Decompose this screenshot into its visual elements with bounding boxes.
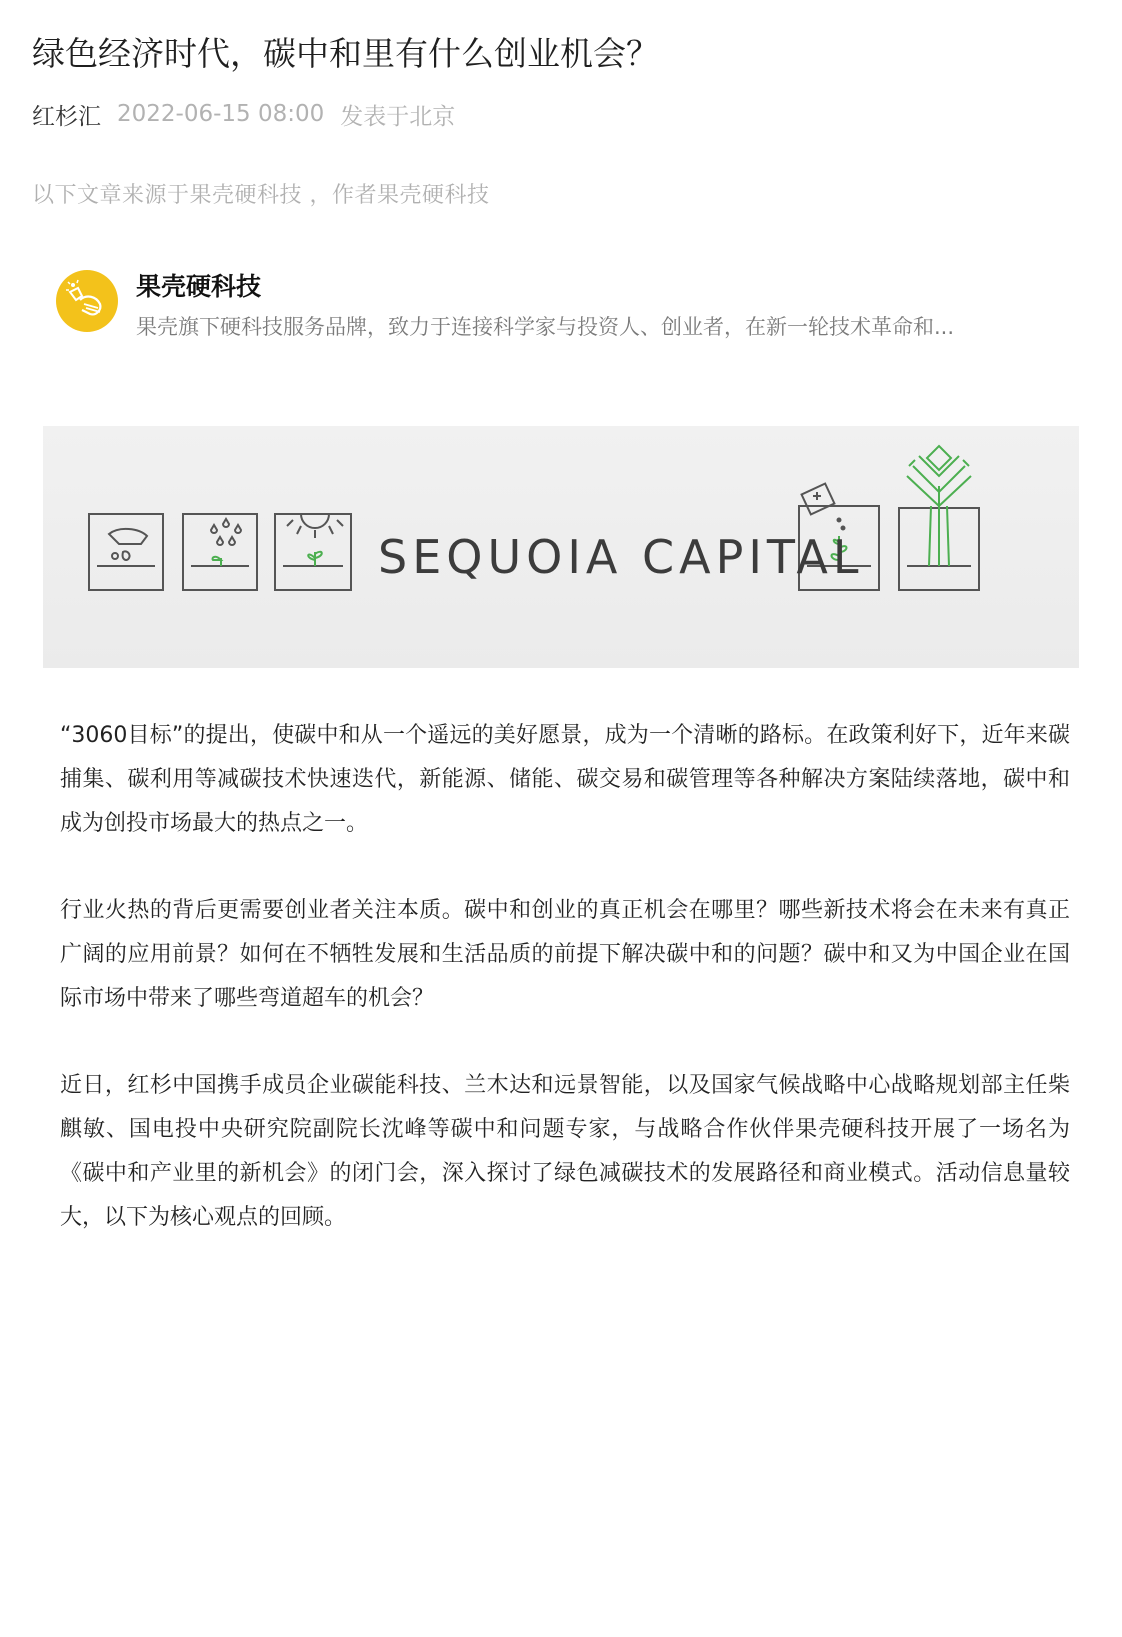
author-link[interactable]: 红杉汇	[32, 103, 101, 130]
publish-date: 2022-06-15 08:00	[117, 101, 325, 127]
seed-hand-icon	[89, 514, 163, 590]
rain-sprout-icon	[183, 514, 257, 590]
banner-brand-text: SEQUOIA CAPITAL	[378, 530, 864, 584]
article-paragraph: 近日，红杉中国携手成员企业碳能科技、兰木达和远景智能，以及国家气候战略中心战略规划部主任柴麒敏、国电投中央研究院副院长沈峰等碳中和问题专家，与战略合作伙伴果壳硬科技开展了一场名为《碳中和产业里的新机会》的闭门会，深入探讨了绿色减碳技术的发展路径和商业模式。活动信息量较大，以下为核心观点的回顾。	[60, 1073, 1070, 1230]
article-paragraph: 行业火热的背后更需要创业者关注本质。碳中和创业的真正机会在哪里？哪些新技术将会在未来有真正广阔的应用前景？如何在不牺牲发展和生活品质的前提下解决碳中和的问题？碳中和又为中国企业在国际市场中带来了哪些弯道超车的机会？	[60, 898, 1070, 1011]
article-body	[60, 714, 1070, 1283]
source-note: 以下文章来源于果壳硬科技 ，作者果壳硬科技	[32, 183, 490, 208]
source-account-card[interactable]	[56, 270, 1056, 360]
hand-icon	[56, 270, 118, 332]
article-banner-image	[43, 426, 1079, 668]
account-name: 果壳硬科技	[136, 272, 262, 301]
article-title: 绿色经济时代，碳中和里有什么创业机会？	[32, 34, 659, 73]
article-meta	[32, 94, 455, 134]
publish-location: 发表于北京	[340, 103, 456, 130]
sun-sprout-icon	[275, 514, 351, 590]
tree-icon	[899, 446, 979, 590]
account-description: 果壳旗下硬科技服务品牌，致力于连接科学家与投资人、创业者，在新一轮技术革命和...	[136, 315, 955, 339]
account-avatar	[56, 270, 118, 332]
article-paragraph: “3060目标”的提出，使碳中和从一个遥远的美好愿景，成为一个清晰的路标。在政策利好下，近年来碳捕集、碳利用等减碳技术快速迭代，新能源、储能、碳交易和碳管理等各种解决方案陆续落地，碳中和成为创投市场最大的热点之一。	[60, 723, 1070, 836]
